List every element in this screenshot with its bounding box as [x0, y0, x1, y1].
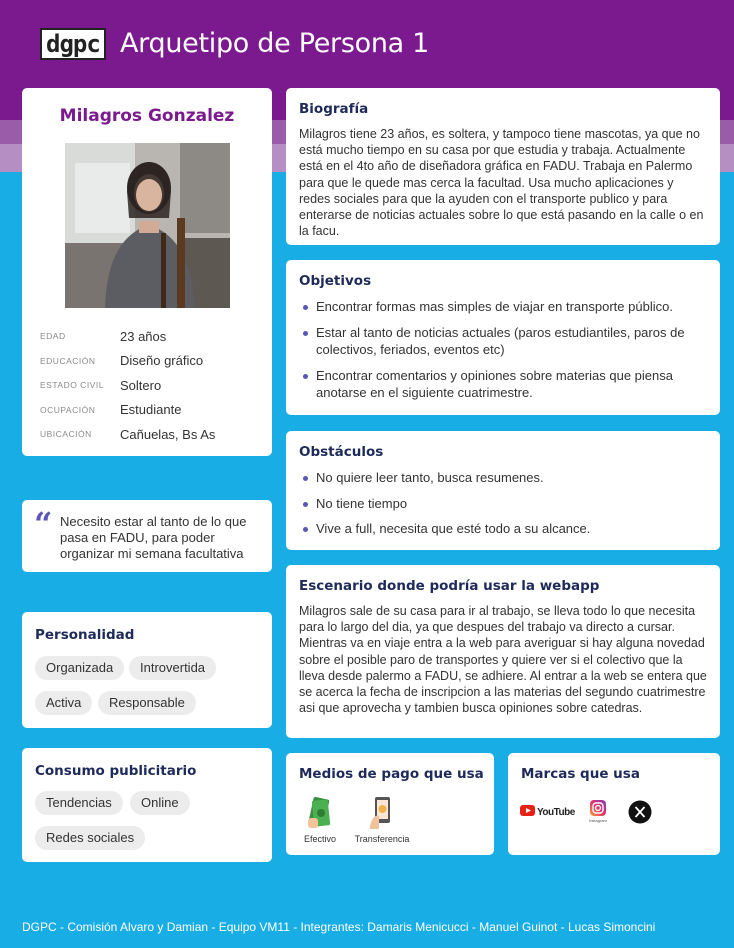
- field-label: EDUCACIÓN: [40, 355, 96, 366]
- scenario-text: Milagros sale de su casa para ir al trabajo, se lleva todo lo que necesita para lo largo del dia, ya que despues del trabajo va directo a cursar. Mientras va en viaje entra a la web para averiguar si hay alguna novedad sobre el posible paro de transportes y quiere ver si el colectivo que la lleva desde palermo a FADU, se adhiere. Al entrar a la web se entera que se acerca la fecha de inscripcion a las materias del segundo cuatrimestre asi que aprovecha y tambien busca opiniones sobre catedras.: [299, 604, 707, 716]
- consumo-tag: Redes sociales: [35, 826, 145, 850]
- biography-title: Biografía: [299, 101, 369, 117]
- list-item: Estar al tanto de noticias actuales (paros estudiantiles, paros de colectivos, feriados, eventos etc): [299, 324, 709, 359]
- biography-text: Milagros tiene 23 años, es soltera, y tampoco tiene mascotas, ya que no está mucho tiempo en su casa por que estudia y trabaja. Actualmente está en el 4to año de diseñadora gráfica en FADU. Trabaja en Palermo para que le quede mas cerca la facultad. Usa mucho aplicaciones y redes sociales para que la ayuden con el transporte publico y para enterarse de noticias actuales sobre lo que está pasando en la calle o en la facu.: [299, 127, 704, 239]
- cash-icon: [305, 796, 335, 830]
- personality-tag: Introvertida: [129, 656, 216, 680]
- brand-x: [628, 800, 652, 829]
- payment-title: Medios de pago que usa: [299, 766, 484, 782]
- goals-title: Objetivos: [299, 273, 372, 289]
- personality-title: Personalidad: [35, 627, 135, 643]
- personality-tag: Activa: [35, 691, 92, 715]
- field-label: ESTADO CIVIL: [40, 380, 104, 391]
- logo-text: dgpc: [46, 30, 100, 58]
- field-row: [40, 324, 215, 349]
- field-label: EDAD: [40, 331, 66, 342]
- field-row: [40, 398, 215, 423]
- dgpc-logo: [40, 28, 106, 60]
- obstacles-title: Obstáculos: [299, 444, 384, 460]
- payment-methods-card: [286, 753, 494, 855]
- advertising-consumption-card: [22, 748, 272, 862]
- list-item: Encontrar comentarios y opiniones sobre materias que piensa anotarse en el siguiente cuatrimestre.: [299, 367, 709, 402]
- goals-list: [299, 298, 709, 410]
- brands-title: Marcas que usa: [521, 766, 640, 782]
- persona-name: Milagros Gonzalez: [59, 106, 235, 126]
- field-value: Estudiante: [120, 402, 182, 418]
- brand-instagram: [587, 799, 609, 828]
- biography-card: [286, 88, 720, 245]
- scenario-card: [286, 565, 720, 738]
- obstacles-card: [286, 431, 720, 550]
- svg-text:YouTube: YouTube: [537, 807, 575, 818]
- field-row: [40, 349, 215, 374]
- goals-card: [286, 260, 720, 415]
- consumo-title: Consumo publicitario: [35, 763, 197, 779]
- page-title: Arquetipo de Persona 1: [120, 28, 430, 59]
- field-value: Diseño gráfico: [120, 353, 204, 369]
- quote-card: [22, 500, 272, 572]
- brand-youtube: [520, 803, 575, 824]
- persona-photo: [65, 143, 230, 308]
- instagram-icon: [587, 799, 609, 823]
- list-item: No tiene tiempo: [299, 495, 709, 513]
- profile-card: [22, 88, 272, 456]
- field-label: UBICACIÓN: [40, 429, 92, 440]
- field-row: [40, 422, 215, 447]
- payment-label: Transferencia: [354, 834, 410, 844]
- quote-text: Necesito estar al tanto de lo que pasa en FADU, para poder organizar mi semana facultativa: [60, 514, 247, 561]
- obstacles-list: [299, 469, 709, 546]
- youtube-icon: [520, 803, 575, 819]
- personality-tag: Organizada: [35, 656, 124, 680]
- personality-tag: Responsable: [98, 691, 196, 715]
- field-value: Soltero: [120, 377, 162, 393]
- profile-fields: [40, 324, 215, 447]
- payment-label: Efectivo: [303, 834, 336, 844]
- footer-credits: DGPC - Comisión Alvaro y Damian - Equipo VM11 - Integrantes: Damaris Menicucci - Manuel Guinot - Lucas Simoncini: [22, 920, 656, 934]
- brands-card: [508, 753, 720, 855]
- field-value: Cañuelas, Bs As: [120, 426, 216, 442]
- payment-item: [342, 796, 422, 844]
- list-item: Encontrar formas mas simples de viajar en transporte público.: [299, 298, 709, 316]
- x-icon: [628, 800, 652, 824]
- consumo-tag: Tendencias: [35, 791, 123, 815]
- field-row: [40, 373, 215, 398]
- svg-text:Instagram: Instagram: [589, 818, 607, 823]
- list-item: Vive a full, necesita que esté todo a su alcance.: [299, 520, 709, 538]
- transfer-icon: [367, 796, 397, 830]
- consumo-tag: Online: [130, 791, 190, 815]
- field-label: OCUPACIÓN: [40, 404, 96, 415]
- field-value: 23 años: [120, 328, 167, 344]
- list-item: No quiere leer tanto, busca resumenes.: [299, 469, 709, 487]
- quote-icon: “: [34, 505, 53, 543]
- personality-card: [22, 612, 272, 728]
- scenario-title: Escenario donde podría usar la webapp: [299, 578, 600, 594]
